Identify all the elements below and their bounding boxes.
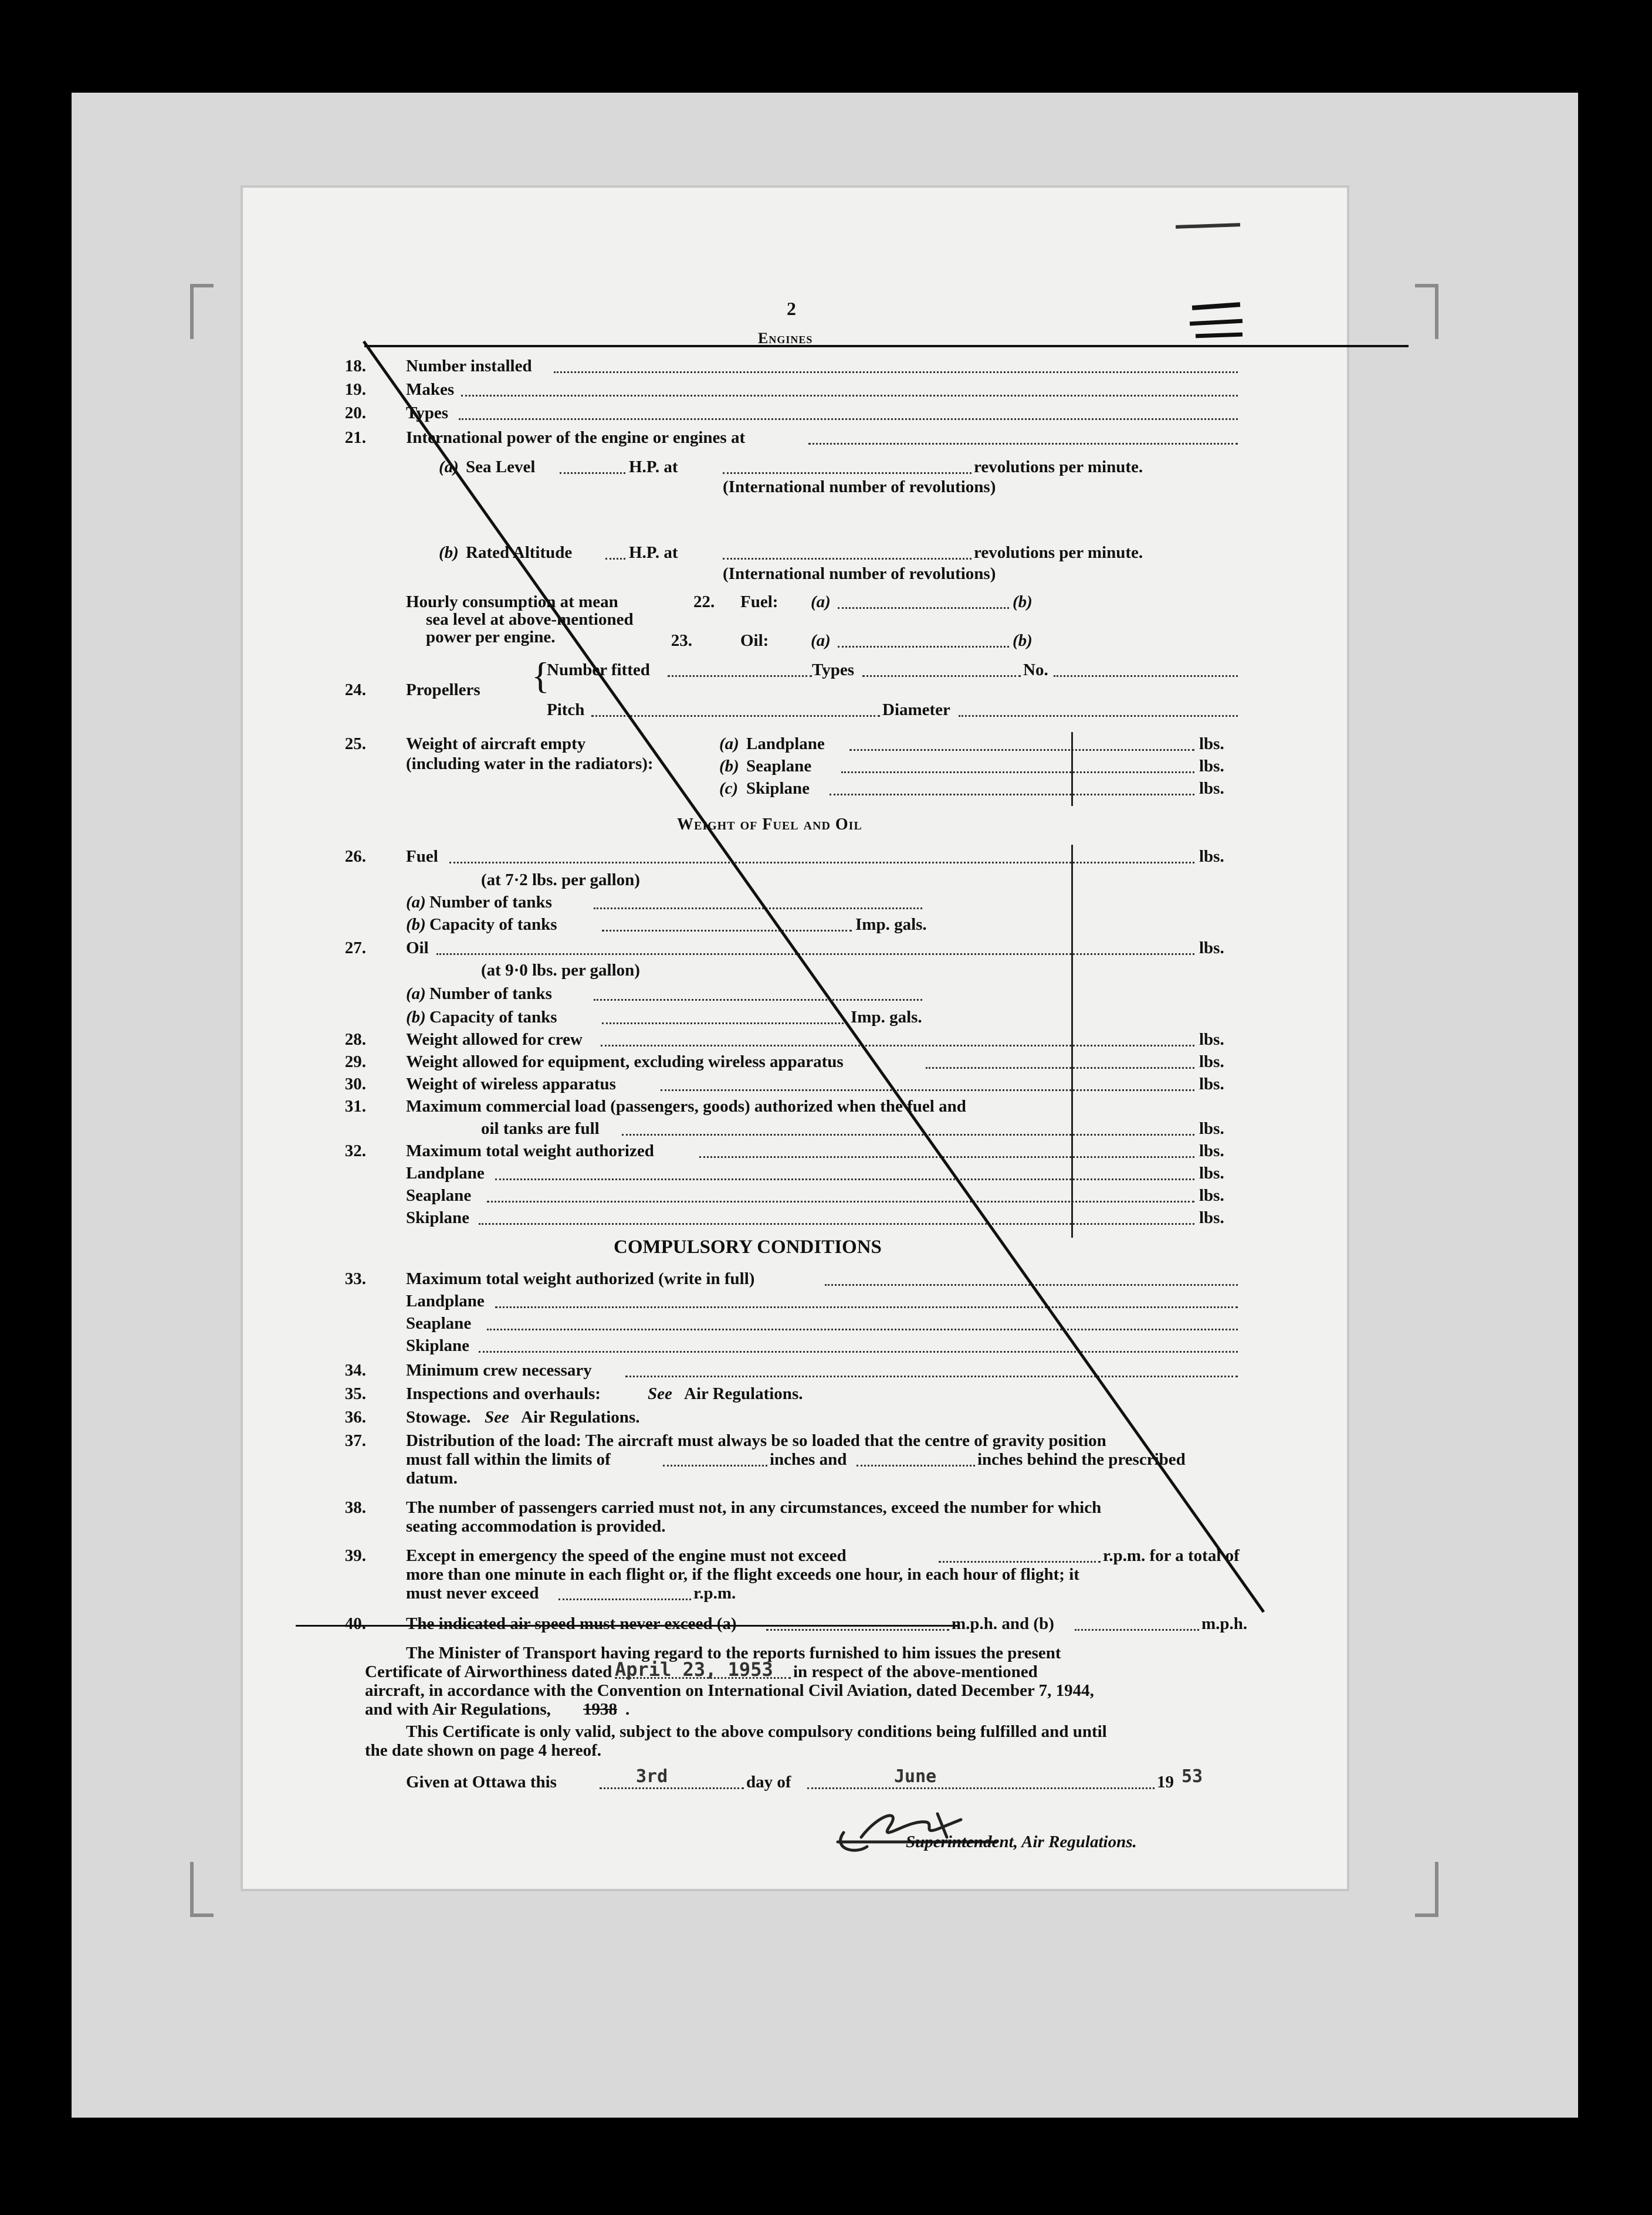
unit-lbs-commercial-load: lbs. [1199,1119,1224,1138]
unit-lbs-oil: lbs. [1199,939,1224,957]
item-number-22: 22. [693,592,715,611]
tag-oil-a: (a) [811,631,831,650]
item-number-28: 28. [344,1030,366,1049]
label-air-regulations-36: Air Regulations. [521,1408,640,1427]
section-heading-fuel-oil: Weight of Fuel and Oil [677,815,862,834]
label-rated-altitude: Rated Altitude [466,543,573,562]
note-fuel-per-gallon: (at 7·2 lbs. per gallon) [481,871,640,889]
unit-lbs-max-weight: lbs. [1199,1142,1224,1160]
label-empty-landplane: Landplane [746,734,825,753]
item-number-35: 35. [344,1384,366,1403]
label-written-landplane: Landplane [406,1292,485,1310]
cert-text-4a: and with Air Regulations, [365,1700,551,1719]
item-number-24: 24. [344,680,366,699]
cert-text-1: The Minister of Transport having regard to the reports furnished to him issues the present [406,1644,1061,1662]
item-number-32: 32. [344,1142,366,1160]
text-engine-speed-1a: Except in emergency the speed of the engine must not exceed [406,1546,847,1565]
text-distribution-load-2c: inches behind the prescribed [977,1450,1186,1469]
text-engine-speed-3a: must never exceed [406,1584,539,1603]
cancellation-diagonal-line [243,188,1347,1889]
label-max-seaplane: Seaplane [406,1186,472,1205]
tag-oil-b: (b) [1013,631,1032,650]
tag-empty-b: (b) [719,757,739,775]
item-number-21: 21. [344,428,366,447]
handwritten-year: 53 [1182,1766,1203,1787]
text-air-speed-unit: m.p.h. [1201,1614,1248,1633]
label-weight-empty: Weight of aircraft empty [406,734,586,753]
label-propeller-no: No. [1023,661,1048,679]
crop-mark-bottom-right [1415,1862,1438,1917]
label-weight-equipment: Weight allowed for equipment, excluding wireless apparatus [406,1052,844,1071]
text-passengers-2: seating accommodation is provided. [406,1517,666,1536]
label-fuel-num-tanks: Number of tanks [429,893,552,912]
label-oil-capacity: Capacity of tanks [429,1008,557,1027]
label-hourly-consumption-2: sea level at above-mentioned [426,610,634,629]
label-commercial-load-1: Maximum commercial load (passengers, goods) authorized when the fuel and [406,1097,966,1116]
tag-empty-c: (c) [719,779,739,798]
label-max-skiplane: Skiplane [406,1208,469,1227]
unit-oil-imp-gals: Imp. gals. [851,1008,922,1027]
item-number-33: 33. [344,1269,366,1288]
text-distribution-load-3: datum. [406,1469,458,1488]
text-engine-speed-2: more than one minute in each flight or, if the flight exceeds one hour, in each hour of flight; it [406,1565,1079,1584]
unit-lbs-crew: lbs. [1199,1030,1224,1049]
unit-lbs-max-skiplane: lbs. [1199,1208,1224,1227]
label-fuel-weight: Fuel [406,847,438,866]
label-weight-crew: Weight allowed for crew [406,1030,583,1049]
item-number-38: 38. [344,1498,366,1517]
label-max-weight-32: Maximum total weight authorized [406,1142,654,1160]
item-number-40: 40. [344,1614,366,1633]
label-oil-weight: Oil [406,939,429,957]
label-weight-empty-note: (including water in the radiators): [406,754,654,773]
handwritten-month: June [894,1766,937,1787]
label-propeller-types: Types [812,661,854,679]
item-number-34: 34. [344,1361,366,1380]
note-oil-per-gallon: (at 9·0 lbs. per gallon) [481,961,640,980]
crop-mark-bottom-left [190,1862,214,1917]
unit-lbs-empty-seaplane: lbs. [1199,757,1224,775]
tag-oil-tanks-b: (b) [406,1008,426,1027]
tag-a-sea-level: (a) [439,458,459,476]
text-distribution-load-2a: must fall within the limits of [406,1450,611,1469]
unit-lbs-max-seaplane: lbs. [1199,1186,1224,1205]
label-oil-consumption: Oil: [740,631,769,650]
label-rev-per-minute-a: revolutions per minute. [974,458,1143,476]
label-fuel-consumption: Fuel: [740,592,778,611]
item-number-39: 39. [344,1546,366,1565]
unit-lbs-empty-skiplane: lbs. [1199,779,1224,798]
cert-text-2b: in respect of the above-mentioned [793,1662,1038,1681]
label-hourly-consumption-1: Hourly consumption at mean [406,592,618,611]
label-empty-skiplane: Skiplane [746,779,810,798]
item-number-26: 26. [344,847,366,866]
tag-fuel-tanks-b: (b) [406,915,426,934]
note-international-rev-a: (International number of revolutions) [723,477,996,496]
handwritten-day: 3rd [636,1766,668,1787]
propellers-brace: { [532,655,550,696]
label-year-prefix: 19 [1157,1773,1174,1791]
text-engine-speed-1b: r.p.m. for a total of [1103,1546,1240,1565]
label-rev-per-minute-b: revolutions per minute. [974,543,1143,562]
label-diameter: Diameter [882,700,950,719]
unit-lbs-wireless: lbs. [1199,1075,1224,1093]
tag-fuel-b: (b) [1013,592,1032,611]
label-commercial-load-2: oil tanks are full [481,1119,600,1138]
cert-validity-2: the date shown on page 4 hereof. [365,1741,602,1760]
item-number-19: 19. [344,380,366,399]
label-number-installed: Number installed [406,357,532,375]
unit-lbs-empty-landplane: lbs. [1199,734,1224,753]
item-number-31: 31. [344,1097,366,1116]
crop-mark-top-left [190,284,214,339]
handwritten-certificate-date: April 23, 1953 [615,1658,773,1681]
cert-validity-1: This Certificate is only valid, subject to the above compulsory conditions being fulfilled and until [406,1722,1107,1741]
item-number-20: 20. [344,404,366,422]
tag-fuel-tanks-a: (a) [406,893,426,912]
label-inspections: Inspections and overhauls: [406,1384,601,1403]
label-sea-level: Sea Level [466,458,536,476]
tag-empty-a: (a) [719,734,739,753]
label-international-power: International power of the engine or engines at [406,428,746,447]
unit-fuel-imp-gals: Imp. gals. [855,915,927,934]
item-number-37: 37. [344,1431,366,1450]
label-written-seaplane: Seaplane [406,1314,472,1333]
text-distribution-load-2b: inches and [770,1450,847,1469]
text-passengers-1: The number of passengers carried must not, in any circumstances, exceed the number for which [406,1498,1102,1517]
label-makes: Makes [406,380,455,399]
label-empty-seaplane: Seaplane [746,757,812,775]
label-written-skiplane: Skiplane [406,1336,469,1355]
text-distribution-load-1: Distribution of the load: The aircraft must always be so loaded that the centre of gravity position [406,1431,1106,1450]
label-hp-at-sea-level: H.P. at [629,458,678,476]
item-number-25: 25. [344,734,366,753]
label-hp-at-rated-altitude: H.P. at [629,543,678,562]
unit-lbs-max-landplane: lbs. [1199,1164,1224,1183]
cert-text-4b: . [625,1700,630,1719]
label-min-crew: Minimum crew necessary [406,1361,592,1380]
page-number: 2 [787,298,796,319]
tag-b-rated-altitude: (b) [439,543,459,562]
label-pitch: Pitch [547,700,585,719]
section-heading-compulsory: COMPULSORY CONDITIONS [614,1237,882,1258]
label-fuel-capacity: Capacity of tanks [429,915,557,934]
note-international-rev-b: (International number of revolutions) [723,564,996,583]
label-types: Types [406,404,448,422]
signature-title: Superintendent, Air Regulations. [906,1833,1137,1851]
label-hourly-consumption-3: power per engine. [426,628,556,646]
crop-mark-top-right [1415,284,1438,339]
text-air-speed-b: m.p.h. and (b) [952,1614,1054,1633]
item-number-18: 18. [344,357,366,375]
label-see-36: See [485,1408,509,1427]
item-number-27: 27. [344,939,366,957]
text-engine-speed-3b: r.p.m. [693,1584,736,1603]
label-max-weight-written: Maximum total weight authorized (write in full) [406,1269,755,1288]
cert-text-3: aircraft, in accordance with the Convention on International Civil Aviation, dated December 7, 1944, [365,1681,1094,1700]
text-air-speed-a: The indicated air speed must never exceed (a) [406,1614,737,1633]
label-oil-num-tanks: Number of tanks [429,984,552,1003]
label-see-35: See [648,1384,672,1403]
label-stowage: Stowage. [406,1408,471,1427]
label-day-of: day of [746,1773,791,1791]
label-propellers: Propellers [406,680,480,699]
label-air-regulations-35: Air Regulations. [684,1384,803,1403]
label-given-at-ottawa: Given at Ottawa this [406,1773,557,1791]
item-number-29: 29. [344,1052,366,1071]
label-max-landplane: Landplane [406,1164,485,1183]
item-number-23: 23. [671,631,692,650]
tag-oil-tanks-a: (a) [406,984,426,1003]
unit-lbs-equipment: lbs. [1199,1052,1224,1071]
unit-lbs-fuel: lbs. [1199,847,1224,866]
label-number-fitted: Number fitted [547,661,650,679]
struck-regulations-year: 1938 [583,1700,617,1719]
section-heading-engines: Engines [758,330,813,347]
certificate-page [243,188,1347,1889]
cert-text-2a: Certificate of Airworthiness dated [365,1662,612,1681]
tag-fuel-a: (a) [811,592,831,611]
label-weight-wireless: Weight of wireless apparatus [406,1075,616,1093]
item-number-30: 30. [344,1075,366,1093]
item-number-36: 36. [344,1408,366,1427]
